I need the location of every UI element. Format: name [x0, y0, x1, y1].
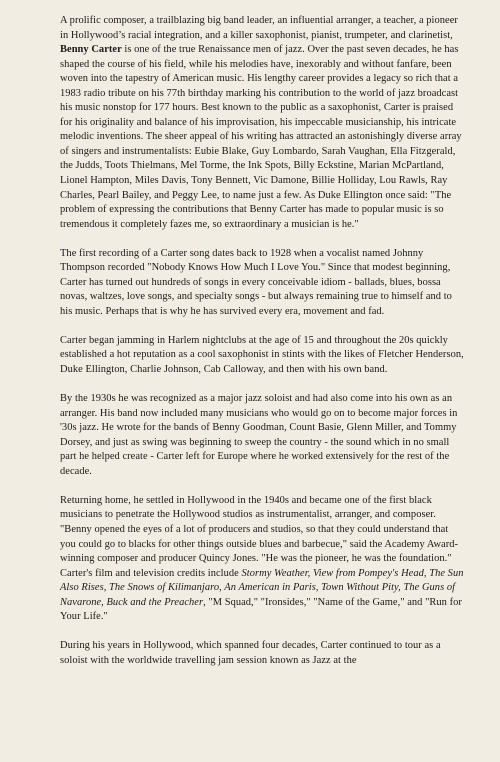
paragraph: [60, 494, 464, 625]
text-run: , "M Squad," "Ironsides," "Name of the Game," and "Run for Your Life.": [60, 596, 462, 623]
text-run: is one of the true Renaissance men of jazz. Over the past seven decades, he has shaped the course of his field, while his melodies have, inexorably and without fanfare, been woven into the tapestry of American music. His lengthy career provides a legacy so rich that a 1983 radio tribute on his 77th birthday marking his contribution to the world of jazz broadcast his music nonstop for 177 hours. Best known to the public as a saxophonist, Carter is praised for his originality and balance of his improvisation, his impeccable musicianship, his intricate melodic inventions. The sheer appeal of his writing has attracted an astonishingly diverse array of singers and instrumentalists: Eubie Blake, Guy Lombardo, Sarah Vaughan, Ella Fitzgerald, the Judds, Toots Thielmans, Mel Torme, the Ink Spots, Billy Eckstine, Marian McPartland, Lionel Hampton, Miles Davis, Tony Bennett, Vic Damone, Billie Holliday, Lou Rawls, Ray Charles, Pearl Bailey, and Peggy Lee, to name just a few. As Duke Ellington once said: "The problem of expressing the contributions that Benny Carter has made to popular music is so tremendous it completely fazes me, so extraordinary a musician is he.": [60, 44, 462, 230]
text-run: Carter began jamming in Harlem nightclubs at the age of 15 and throughout the 20s quickly established a hot reputation as a cool saxophonist in stints with the likes of Fletcher Henderson, Duke Ellington, Charlie Johnson, Cab Calloway, and then with his own band.: [60, 334, 464, 376]
text-run: During his years in Hollywood, which spanned four decades, Carter continued to tour as a soloist with the worldwide travelling jam session known as Jazz at the: [60, 640, 441, 666]
text-run: By the 1930s he was recognized as a major jazz soloist and had also come into his own as an arranger. His band now included many musicians who would go on to become major forces in '30s jazz. He wrote for the bands of Benny Goodman, Count Basie, Glenn Miller, and Tommy Dorsey, and just as swing was beginning to sweep the country - the sound which in no small part he helped create - Carter left for Europe where he worked extensively for the rest of the decade.: [60, 393, 458, 477]
text-run: Returning home, he settled in Hollywood in the 1940s and became one of the first black musicians to penetrate the Hollywood studios as instrumentalist, arranger, and composer. "Benny opened the eyes of a lot of producers and studios, so that they could understand that you could go to blacks for other things outside blues and barbecue," said the Academy Award-winning composer and producer Quincy Jones. "He was the pioneer, he was the foundation." Carter's film and television credits include: [60, 494, 459, 579]
paragraph: [60, 334, 464, 378]
italic-text-run: Stormy Weather, View from Pompey's Head, The Sun Also Rises, The Snows of Kilimanjaro, An American in Paris, Town Without Pity, The Guns of Navarone, Buck and the Preacher: [60, 567, 464, 608]
paragraph: [60, 247, 464, 320]
text-body: [60, 14, 464, 668]
bold-text-run: Benny Carter: [60, 44, 122, 56]
paragraph: [60, 14, 464, 232]
text-run: The first recording of a Carter song dates back to 1928 when a vocalist named Johnny Thompson recorded "Nobody Knows How Much I Love You." Since that modest beginning, Carter has turned out hundreds of songs in every conceivable idiom - ballads, blues, bossa novas, waltzes, love songs, and specialty songs - but always remaining true to himself and to his music. Perhaps that is why he has survived every era, movement and fad.: [60, 247, 452, 317]
text-run: A prolific composer, a trailblazing big band leader, an influential arranger, a teacher, a pioneer in Hollywood’s racial integration, and a killer saxophonist, pianist, trumpeter, and clarinetist,: [60, 15, 458, 41]
paragraph: [60, 392, 464, 479]
paragraph: [60, 639, 464, 668]
